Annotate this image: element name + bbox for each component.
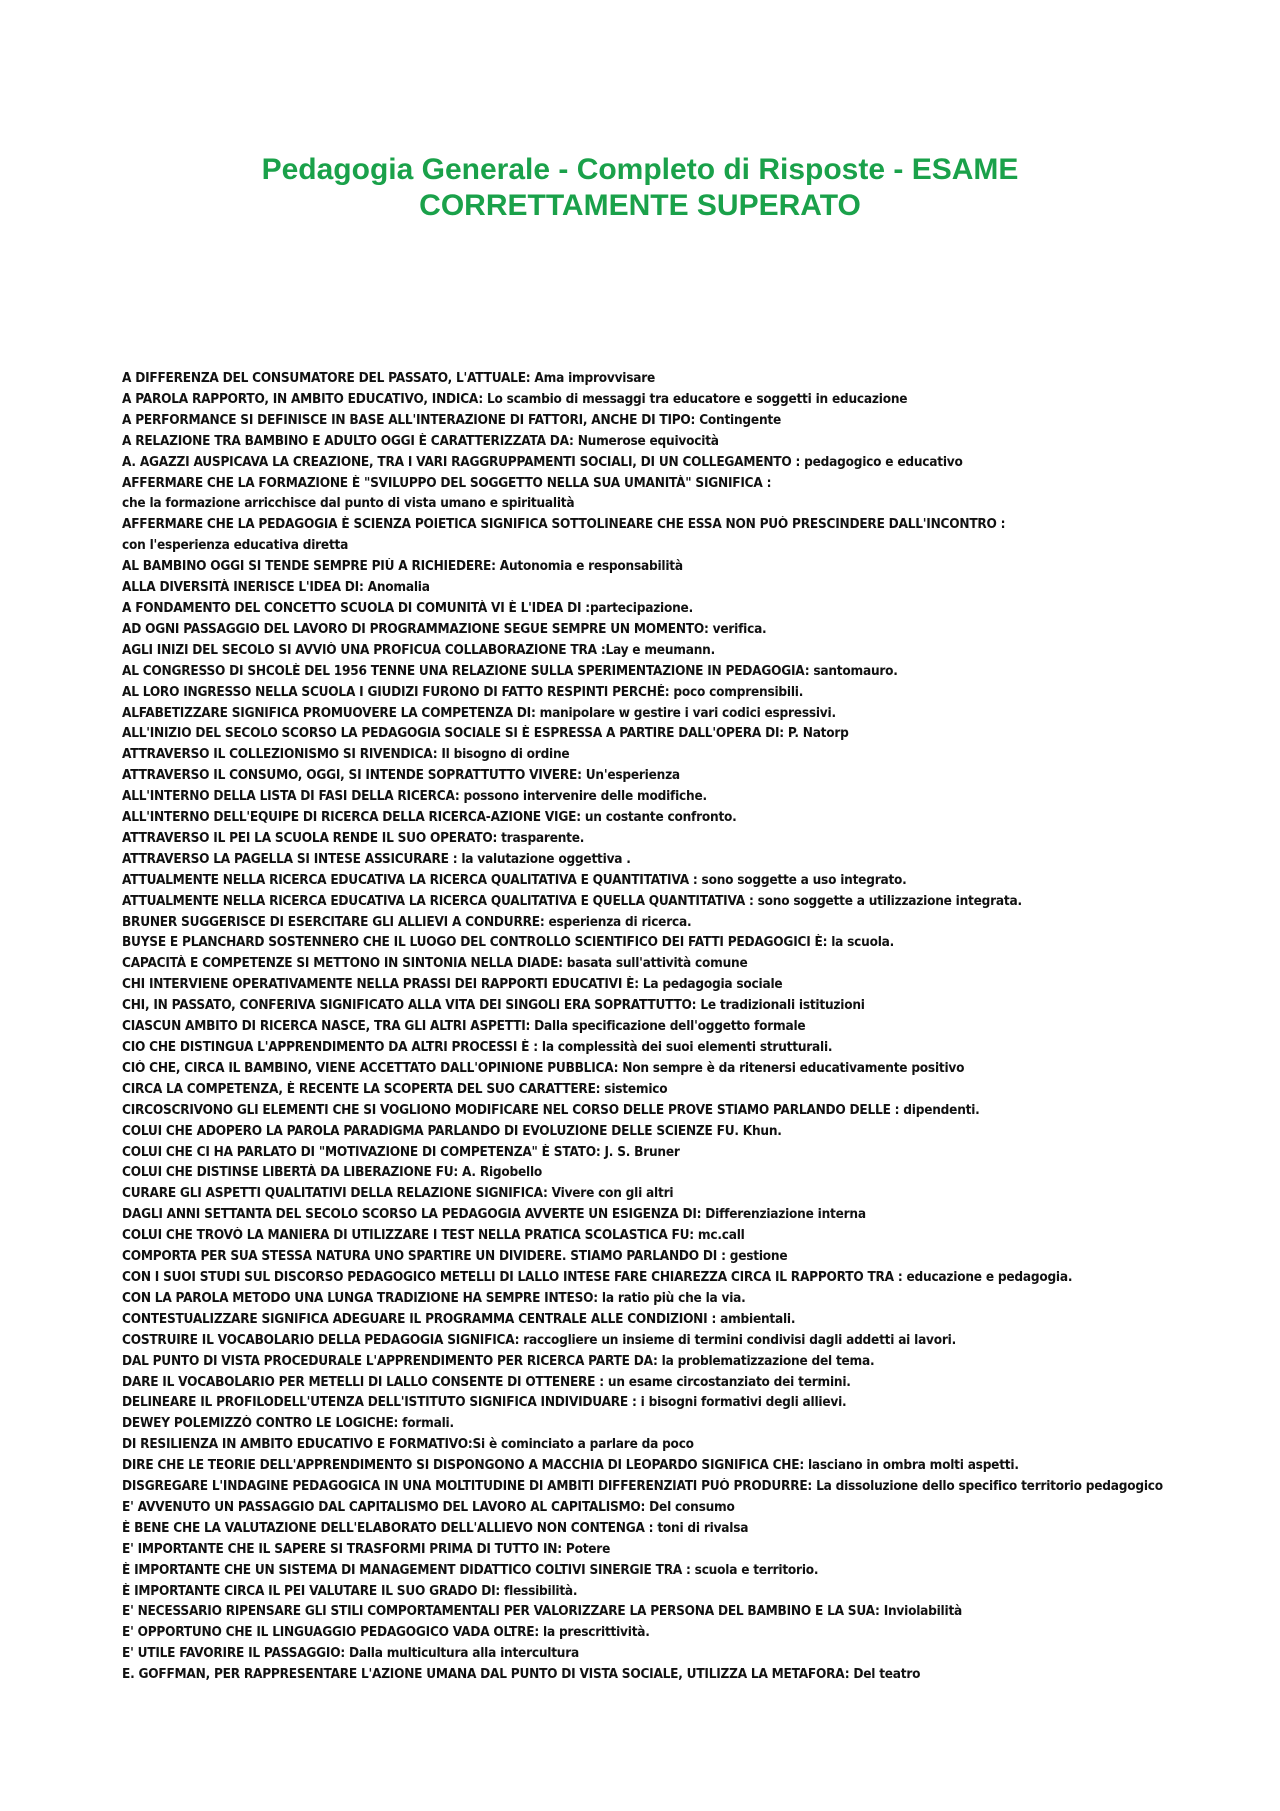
qa-line: DELINEARE IL PROFILODELL'UTENZA DELL'ISTITUTO SIGNIFICA INDIVIDUARE : i bisogni formativi degli allievi. (122, 1395, 847, 1411)
qa-line: con l'esperienza educativa diretta (122, 538, 349, 554)
qa-line: COLUI CHE ADOPERO LA PAROLA PARADIGMA PARLANDO DI EVOLUZIONE DELLE SCIENZE FU. Khun. (122, 1123, 782, 1139)
qa-line: A PERFORMANCE SI DEFINISCE IN BASE ALL'INTERAZIONE DI FATTORI, ANCHE DI TIPO: Contingente (122, 412, 782, 428)
qa-line: A PAROLA RAPPORTO, IN AMBITO EDUCATIVO, INDICA: Lo scambio di messaggi tra educatore e soggetti in educazione (122, 391, 908, 407)
qa-line: CURARE GLI ASPETTI QUALITATIVI DELLA RELAZIONE SIGNIFICA: Vivere con gli altri (122, 1186, 674, 1202)
qa-line: ATTRAVERSO LA PAGELLA SI INTESE ASSICURARE : la valutazione oggettiva . (122, 851, 631, 867)
qa-line: E. GOFFMAN, PER RAPPRESENTARE L'AZIONE UMANA DAL PUNTO DI VISTA SOCIALE, UTILIZZA LA METAFORA: Del teatro (122, 1667, 921, 1683)
qa-line: CIÒ CHE, CIRCA IL BAMBINO, VIENE ACCETTATO DALL'OPINIONE PUBBLICA: Non sempre è da ritenersi educativamente positivo (122, 1060, 965, 1076)
qa-line: E' AVVENUTO UN PASSAGGIO DAL CAPITALISMO DEL LAVORO AL CAPITALISMO: Del consumo (122, 1499, 735, 1515)
qa-line: CIO CHE DISTINGUA L'APPRENDIMENTO DA ALTRI PROCESSI È : la complessità dei suoi elementi strutturali. (122, 1040, 833, 1055)
qa-line: DI RESILIENZA IN AMBITO EDUCATIVO E FORMATIVO:Si è cominciato a parlare da poco (122, 1437, 694, 1453)
qa-line: ATTRAVERSO IL CONSUMO, OGGI, SI INTENDE SOPRATTUTTO VIVERE: Un'esperienza (122, 768, 680, 784)
qa-line: E' UTILE FAVORIRE IL PASSAGGIO: Dalla multicultura alla intercultura (122, 1646, 580, 1662)
qa-line: È IMPORTANTE CIRCA IL PEI VALUTARE IL SUO GRADO DI: flessibilità. (122, 1583, 578, 1599)
qa-line: BUYSE E PLANCHARD SOSTENNERO CHE IL LUOGO DEL CONTROLLO SCIENTIFICO DEI FATTI PEDAGOGICI È: la scuola. (122, 935, 895, 951)
qa-line: ALFABETIZZARE SIGNIFICA PROMUOVERE LA COMPETENZA DI: manipolare w gestire i vari codici espressivi. (122, 705, 836, 721)
qa-line: AFFERMARE CHE LA PEDAGOGIA È SCIENZA POIETICA SIGNIFICA SOTTOLINEARE CHE ESSA NON PUÒ PRESCINDERE DALL'INCONTRO : (122, 517, 1006, 533)
qa-line: CHI INTERVIENE OPERATIVAMENTE NELLA PRASSI DEI RAPPORTI EDUCATIVI È: La pedagogia sociale (122, 977, 783, 993)
qa-line: ATTRAVERSO IL COLLEZIONISMO SI RIVENDICA: Il bisogno di ordine (122, 747, 570, 763)
qa-line: ALL'INTERNO DELL'EQUIPE DI RICERCA DELLA RICERCA-AZIONE VIGE: un costante confronto. (122, 810, 737, 826)
qa-line: CONTESTUALIZZARE SIGNIFICA ADEGUARE IL PROGRAMMA CENTRALE ALLE CONDIZIONI : ambientali. (122, 1311, 796, 1327)
question-answer-list (122, 369, 1272, 1686)
qa-line: COMPORTA PER SUA STESSA NATURA UNO SPARTIRE UN DIVIDERE. STIAMO PARLANDO DI : gestione (122, 1249, 788, 1265)
qa-line: AL CONGRESSO DI SHCOLÈ DEL 1956 TENNE UNA RELAZIONE SULLA SPERIMENTAZIONE IN PEDAGOGIA: santomauro. (122, 663, 898, 679)
qa-line: COLUI CHE TROVÒ LA MANIERA DI UTILIZZARE I TEST NELLA PRATICA SCOLASTICA FU: mc.call (122, 1228, 745, 1244)
qa-line: AFFERMARE CHE LA FORMAZIONE È "SVILUPPO DEL SOGGETTO NELLA SUA UMANITÀ" SIGNIFICA : (122, 475, 772, 491)
qa-line: ALL'INIZIO DEL SECOLO SCORSO LA PEDAGOGIA SOCIALE SI È ESPRESSA A PARTIRE DALL'OPERA DI: P. Natorp (122, 726, 849, 742)
qa-line: AD OGNI PASSAGGIO DEL LAVORO DI PROGRAMMAZIONE SEGUE SEMPRE UN MOMENTO: verifica. (122, 621, 767, 637)
qa-line: E' IMPORTANTE CHE IL SAPERE SI TRASFORMI PRIMA DI TUTTO IN: Potere (122, 1541, 611, 1557)
qa-line: A. AGAZZI AUSPICAVA LA CREAZIONE, TRA I VARI RAGGRUPPAMENTI SOCIALI, DI UN COLLEGAMENTO : pedagogico e educativo (122, 454, 963, 470)
qa-line: che la formazione arricchisce dal punto di vista umano e spiritualità (122, 496, 575, 512)
qa-line: E' OPPORTUNO CHE IL LINGUAGGIO PEDAGOGICO VADA OLTRE: la prescrittività. (122, 1625, 650, 1641)
qa-line: DISGREGARE L'INDAGINE PEDAGOGICA IN UNA MOLTITUDINE DI AMBITI DIFFERENZIATI PUÒ PRODURRE: La dissoluzione dello specifico territorio pedagogico (122, 1479, 1163, 1495)
qa-line: AGLI INIZI DEL SECOLO SI AVVIÒ UNA PROFICUA COLLABORAZIONE TRA :Lay e meumann. (122, 642, 715, 658)
qa-line: ATTUALMENTE NELLA RICERCA EDUCATIVA LA RICERCA QUALITATIVA E QUANTITATIVA : sono soggette a uso integrato. (122, 872, 907, 888)
qa-line: AL BAMBINO OGGI SI TENDE SEMPRE PIÙ A RICHIEDERE: Autonomia e responsabilità (122, 559, 683, 575)
qa-line: A FONDAMENTO DEL CONCETTO SCUOLA DI COMUNITÀ VI È L'IDEA DI :partecipazione. (122, 600, 693, 616)
qa-line: DAL PUNTO DI VISTA PROCEDURALE L'APPRENDIMENTO PER RICERCA PARTE DA: la problematizzazione del tema. (122, 1353, 875, 1369)
qa-line: COSTRUIRE IL VOCABOLARIO DELLA PEDAGOGIA SIGNIFICA: raccogliere un insieme di termini condivisi dagli addetti ai lavori. (122, 1332, 957, 1348)
qa-line: ATTRAVERSO IL PEI LA SCUOLA RENDE IL SUO OPERATO: trasparente. (122, 830, 585, 846)
qa-line: DARE IL VOCABOLARIO PER METELLI DI LALLO CONSENTE DI OTTENERE : un esame circostanziato dei termini. (122, 1374, 851, 1390)
qa-line: CIRCA LA COMPETENZA, È RECENTE LA SCOPERTA DEL SUO CARATTERE: sistemico (122, 1081, 668, 1097)
qa-line: È BENE CHE LA VALUTAZIONE DELL'ELABORATO DELL'ALLIEVO NON CONTENGA : toni di rivalsa (122, 1520, 749, 1536)
qa-line: AL LORO INGRESSO NELLA SCUOLA I GIUDIZI FURONO DI FATTO RESPINTI PERCHÉ: poco comprensibili. (122, 684, 804, 700)
qa-line: DIRE CHE LE TEORIE DELL'APPRENDIMENTO SI DISPONGONO A MACCHIA DI LEOPARDO SIGNIFICA CHE: lasciano in ombra molti aspetti. (122, 1458, 1019, 1474)
qa-line: E' NECESSARIO RIPENSARE GLI STILI COMPORTAMENTALI PER VALORIZZARE LA PERSONA DEL BAMBINO E LA SUA: Inviolabilità (122, 1604, 963, 1620)
qa-line: CON LA PAROLA METODO UNA LUNGA TRADIZIONE HA SEMPRE INTESO: la ratio più che la via. (122, 1290, 746, 1306)
page-title (0, 152, 1280, 224)
title-line-1: Pedagogia Generale - Completo di Risposte - ESAME (261, 153, 1019, 186)
qa-line: ALL'INTERNO DELLA LISTA DI FASI DELLA RICERCA: possono intervenire delle modifiche. (122, 789, 707, 805)
qa-line: COLUI CHE DISTINSE LIBERTÀ DA LIBERAZIONE FU: A. Rigobello (122, 1165, 543, 1181)
qa-line: CAPACITÀ E COMPETENZE SI METTONO IN SINTONIA NELLA DIADE: basata sull'attività comune (122, 956, 748, 972)
qa-line: DAGLI ANNI SETTANTA DEL SECOLO SCORSO LA PEDAGOGIA AVVERTE UN ESIGENZA DI: Differenziazione interna (122, 1207, 866, 1223)
qa-line: ALLA DIVERSITÀ INERISCE L'IDEA DI: Anomalia (122, 580, 430, 596)
qa-line: BRUNER SUGGERISCE DI ESERCITARE GLI ALLIEVI A CONDURRE: esperienza di ricerca. (122, 914, 692, 930)
qa-line: È IMPORTANTE CHE UN SISTEMA DI MANAGEMENT DIDATTICO COLTIVI SINERGIE TRA : scuola e territorio. (122, 1562, 819, 1578)
qa-line: CHI, IN PASSATO, CONFERIVA SIGNIFICATO ALLA VITA DEI SINGOLI ERA SOPRATTUTTO: Le tradizionali istituzioni (122, 998, 865, 1014)
qa-line: CIASCUN AMBITO DI RICERCA NASCE, TRA GLI ALTRI ASPETTI: Dalla specificazione dell'oggetto formale (122, 1019, 806, 1035)
qa-line: DEWEY POLEMIZZÒ CONTRO LE LOGICHE: formali. (122, 1416, 454, 1432)
qa-line: ATTUALMENTE NELLA RICERCA EDUCATIVA LA RICERCA QUALITATIVA E QUELLA QUANTITATIVA : sono soggette a utilizzazione integrata. (122, 893, 1022, 909)
qa-line: CON I SUOI STUDI SUL DISCORSO PEDAGOGICO METELLI DI LALLO INTESE FARE CHIAREZZA CIRCA IL RAPPORTO TRA : educazione e pedagogia. (122, 1269, 1073, 1285)
qa-line: A DIFFERENZA DEL CONSUMATORE DEL PASSATO, L'ATTUALE: Ama improvvisare (122, 371, 656, 386)
qa-line: COLUI CHE CI HA PARLATO DI "MOTIVAZIONE DI COMPETENZA" È STATO: J. S. Bruner (122, 1144, 680, 1160)
title-line-2: CORRETTAMENTE SUPERATO (419, 189, 861, 222)
qa-line: A RELAZIONE TRA BAMBINO E ADULTO OGGI È CARATTERIZZATA DA: Numerose equivocità (122, 433, 719, 449)
qa-line: CIRCOSCRIVONO GLI ELEMENTI CHE SI VOGLIONO MODIFICARE NEL CORSO DELLE PROVE STIAMO PARLANDO DELLE : dipendenti. (122, 1102, 980, 1118)
